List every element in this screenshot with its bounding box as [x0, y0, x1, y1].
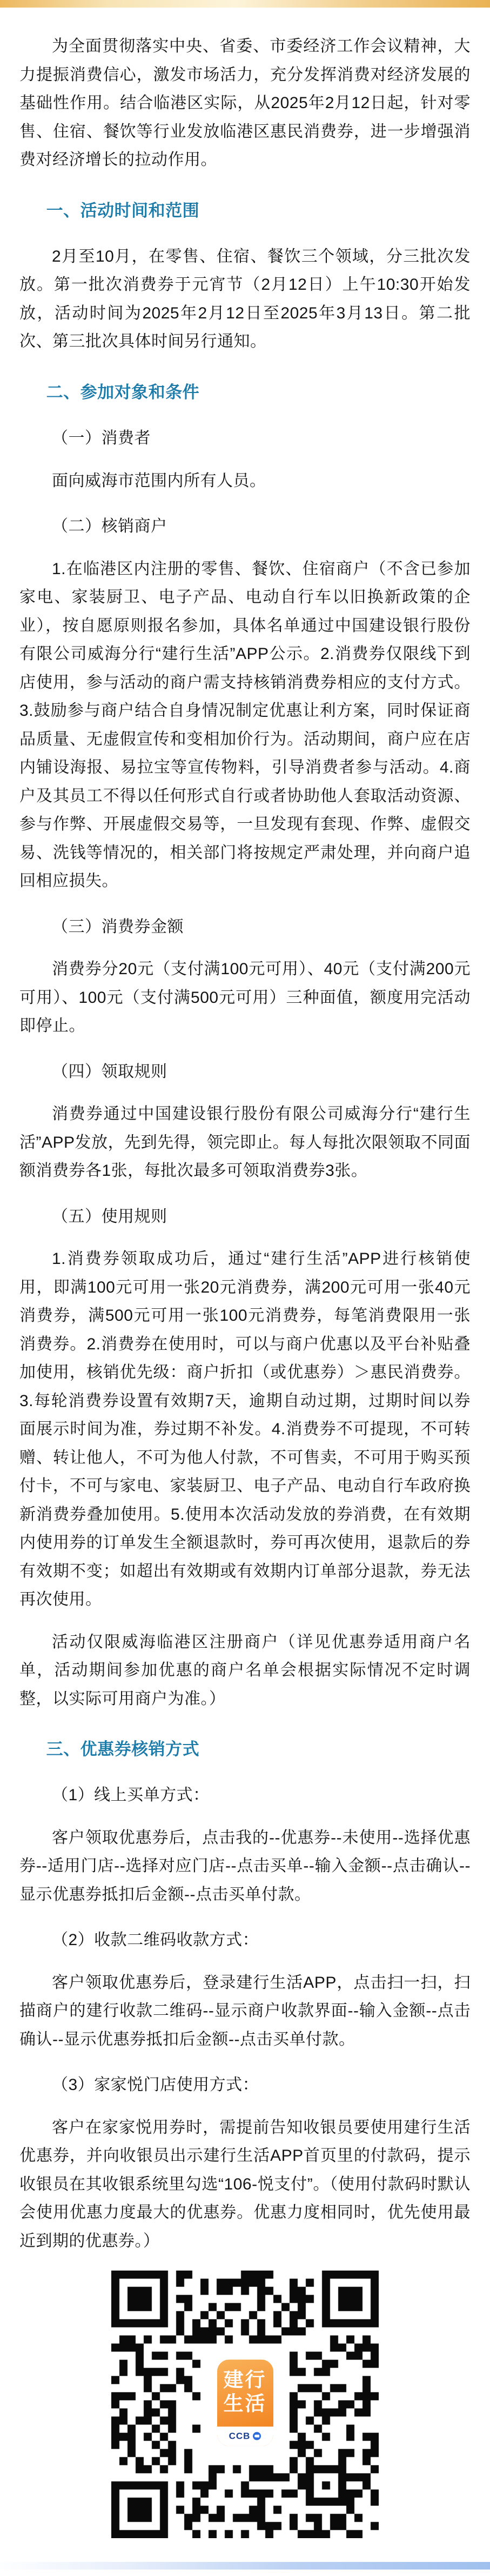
subheading-12: （五）使用规则 [52, 1207, 167, 1226]
para-14: 活动仅限威海临港区注册商户（详见优惠券适用商户名单，活动期间参加优惠的商户名单会根据实际情况不定时调整，以实际可用商户为准。） [19, 1633, 471, 1708]
para-13: 1.消费券领取成功后，通过“建行生活”APP进行核销使用，即满100元可用一张20元消费券，满200元可用一张40元消费券，满500元可用一张100元消费券，每笔消费限用一张消费券。2.消费券在使用时，可以与商户优惠以及平台补贴叠加使用，核销优先级：商户折扣（或优惠券）＞惠民消费券。3.每轮消费券设置有效期7天，逾期自动过期，过期时间以券面展示时间为准，券过期不补发。4.消费券不可提现，不可转赠、转让他人，不可为他人付款，不可售卖，不可用于购买预付卡，不可与家电、家装厨卫、电子产品、电动自行车政府换新消费券叠加使用。5.使用本次活动发放的券消费，在有效期内使用券的订单发生全额退款时，券可再次使用，退款后的券有效期不变；如超出有效期或有效期内订单部分退款，券无法再次使用。 [19, 1250, 471, 1608]
para-17: 客户领取优惠券后，点击我的--优惠券--未使用--选择优惠券--适用门店--选择对应门店--点击买单--输入金额--点击确认--显示优惠券抵扣后金额--点击买单付款。 [19, 1828, 471, 1903]
heading-15: 三、优惠券核销方式 [46, 1740, 200, 1759]
para-5: 面向威海市范围内所有人员。 [52, 471, 266, 490]
para-2: 2月至10月，在零售、住宿、餐饮三个领域，分三批次发放。第一批次消费券于元宵节（2月12日）上午10:30开始发放，活动时间为2025年2月12日至2025年3月13日。第二批次、第三批次具体时间另行通知。 [19, 247, 471, 351]
para-9: 消费券分20元（支付满100元可用）、40元（支付满200元可用）、100元（支付满500元可用）三种面值，额度用完活动即停止。 [19, 960, 471, 1035]
para-7: 1.在临港区内注册的零售、餐饮、住宿商户（不含已参加家电、家装厨卫、电子产品、电动自行车以旧换新政策的企业），按自愿原则报名参加，具体名单通过中国建设银行股份有限公司威海分行“建行生活”APP公示。2.消费券仅限线下到店使用，参与活动的商户需支持核销消费券相应的支付方式。3.鼓励参与商户结合自身情况制定优惠让利方案，同时保证商品质量、无虚假宣传和变相加价行为。活动期间，商户应在店内铺设海报、易拉宝等宣传物料，引导消费者参与活动。4.商户及其员工不得以任何形式自行或者协助他人套取活动资源、参与作弊、开展虚假交易等，一旦发现有套现、作弊、虚假交易、洗钱等情况的，相关部门将按规定严肃处理，并向商户追回相应损失。 [19, 560, 471, 890]
bottom-margin [0, 2570, 490, 2576]
logo-line-1: 建行 [223, 2368, 267, 2391]
subheading-16: （1）线上买单方式： [52, 1786, 210, 1805]
ccb-caption: CCB [229, 2431, 251, 2441]
subheading-18: （2）收款二维码收款方式： [52, 1931, 259, 1949]
heading-3: 二、参加对象和条件 [46, 382, 200, 402]
announcement-body [0, 8, 490, 2255]
para-21: 客户在家家悦用券时，需提前告知收银员要使用建行生活优惠券，并向收银员出示建行生活APP首页里的付款码，提示收银员在其收银系统里勾选“106-悦支付”。（使用付款码时默认会使用优惠力度最大的优惠券。优惠力度相同时，优先使用最近到期的优惠券。） [19, 2118, 471, 2250]
ccb-life-logo-text [217, 2359, 273, 2416]
subheading-4: （一）消费者 [52, 429, 151, 447]
top-accent-bar [0, 0, 490, 8]
subheading-10: （四）领取规则 [52, 1062, 167, 1081]
heading-1: 一、活动时间和范围 [46, 201, 200, 220]
para-11: 消费券通过中国建设银行股份有限公司威海分行“建行生活”APP发放，先到先得，领完即止。每人每批次限领取不同面额消费券各1张，每批次最多可领取消费券3张。 [19, 1105, 471, 1180]
qr-code [111, 2271, 379, 2538]
subheading-20: （3）家家悦门店使用方式： [52, 2076, 259, 2094]
bottom-accent-bar [0, 2562, 490, 2570]
subheading-8: （三）消费券金额 [52, 917, 184, 936]
ccb-life-logo [215, 2357, 276, 2448]
logo-line-2: 生活 [223, 2392, 267, 2415]
para-0: 为全面贯彻落实中央、省委、市委经济工作会议精神，大力提振消费信心，激发市场活力，充分发挥消费对经济发展的基础性作用。结合临港区实际，从2025年2月12日起，针对零售、住宿、餐饮等行业发放临港区惠民消费券，进一步增强消费对经济增长的拉动作用。 [19, 37, 471, 169]
bottom-spacer [0, 2538, 490, 2562]
ccb-caption-strip [217, 2426, 273, 2446]
subheading-6: （二）核销商户 [52, 517, 167, 535]
para-19: 客户领取优惠券后，登录建行生活APP，点击扫一扫，扫描商户的建行收款二维码--显示商户收款界面--输入金额--点击确认--显示优惠券抵扣后金额--点击买单付款。 [19, 1973, 471, 2048]
ccb-logo-icon [253, 2432, 261, 2440]
